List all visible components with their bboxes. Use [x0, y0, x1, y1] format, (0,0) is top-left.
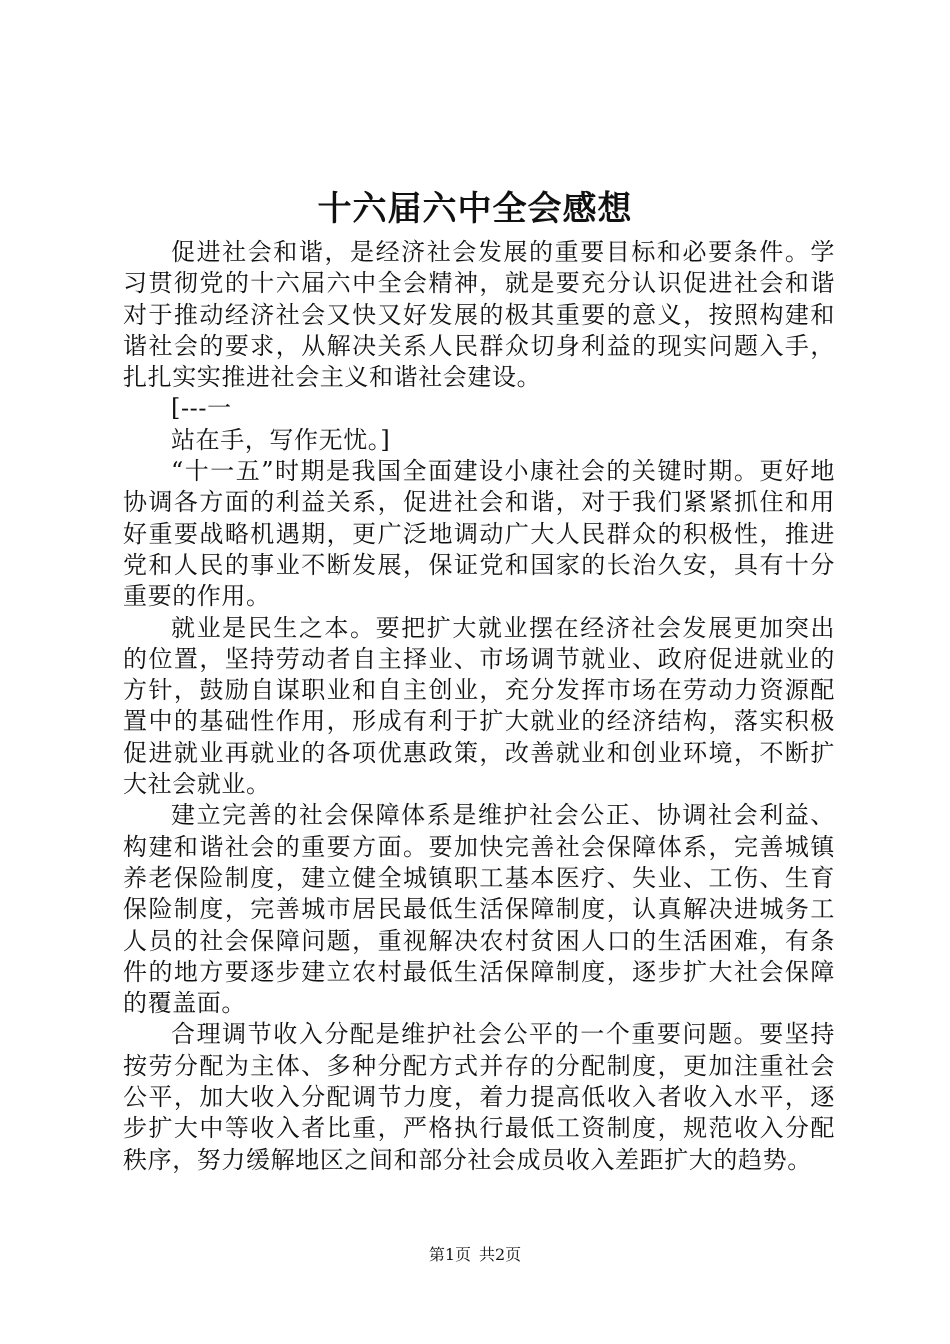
- page-number-total: 共2页: [479, 1245, 522, 1264]
- paragraph-intro: 促进社会和谐，是经济社会发展的重要目标和必要条件。学习贯彻党的十六届六中全会精神，就是要充分认识促进社会和谐对于推动经济社会又快又好发展的极其重要的意义，按照构建和谐社会的要求，从解决关系人民群众切身利益的现实问题入手，扎扎实实推进社会主义和谐社会建设。: [123, 238, 835, 392]
- paragraph-employment: 就业是民生之本。要把扩大就业摆在经济社会发展更加突出的位置，坚持劳动者自主择业、市场调节就业、政府促进就业的方针，鼓励自谋职业和自主创业，充分发挥市场在劳动力资源配置中的基础性作用，形成有利于扩大就业的经济结构，落实积极促进就业再就业的各项优惠政策，改善就业和创业环境，不断扩大社会就业。: [123, 613, 835, 799]
- document-body: [123, 237, 835, 1176]
- paragraph-bracket-close: 站在手，写作无忧。]: [171, 425, 391, 454]
- page-footer: [0, 1244, 950, 1266]
- page-number-current: 第1页: [428, 1245, 471, 1264]
- paragraph-income-distribution: 合理调节收入分配是维护社会公平的一个重要问题。要坚持按劳分配为主体、多种分配方式并存的分配制度，更加注重社会公平，加大收入分配调节力度，着力提高低收入者收入水平，逐步扩大中等收入者比重，严格执行最低工资制度，规范收入分配秩序，努力缓解地区之间和部分社会成员收入差距扩大的趋势。: [123, 1020, 835, 1174]
- paragraph-bracket-open: [---一: [171, 394, 232, 423]
- paragraph-social-security: 建立完善的社会保障体系是维护社会公正、协调社会利益、构建和谐社会的重要方面。要加快完善社会保障体系，完善城镇养老保险制度，建立健全城镇职工基本医疗、失业、工伤、生育保险制度，完善城市居民最低生活保障制度，认真解决进城务工人员的社会保障问题，重视解决农村贫困人口的生活困难，有条件的地方要逐步建立农村最低生活保障制度，逐步扩大社会保障的覆盖面。: [123, 801, 835, 1018]
- paragraph-eleventh-five-year: “十一五”时期是我国全面建设小康社会的关键时期。更好地协调各方面的利益关系，促进社会和谐，对于我们紧紧抓住和用好重要战略机遇期，更广泛地调动广大人民群众的积极性，推进党和人民的事业不断发展，保证党和国家的长治久安，具有十分重要的作用。: [123, 457, 835, 611]
- document-title: 十六届六中全会感想: [317, 189, 633, 229]
